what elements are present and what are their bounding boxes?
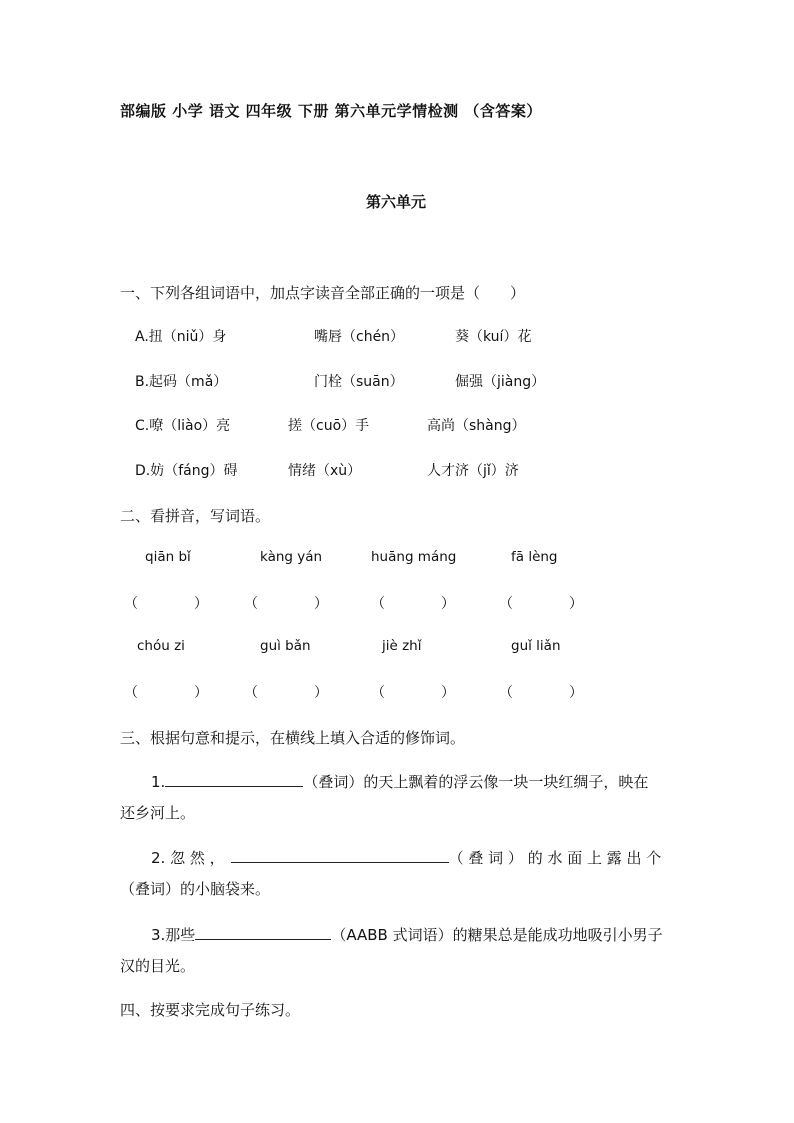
- fill-item-3-cont: 汉的目光。: [120, 957, 196, 975]
- option-b-word-3: 倔强（jiàng）: [455, 374, 546, 390]
- question-4-title: 四、按要求完成句子练习。: [120, 1001, 301, 1019]
- answer-blank-6[interactable]: （ ）: [244, 685, 328, 701]
- pinyin-6: guì bǎn: [260, 638, 311, 654]
- fill-blank-3[interactable]: [195, 938, 331, 940]
- option-d-word-1: D.妨（fáng）碍: [135, 463, 238, 479]
- fill-item-1: 1. （叠词）的天上飘着的浮云像一块一块红绸子，映在: [151, 773, 649, 791]
- answer-blank-2[interactable]: （ ）: [244, 596, 328, 612]
- option-c-word-2: 搓（cuō）手: [288, 418, 370, 434]
- option-c-word-1: C.嘹（liào）亮: [135, 418, 231, 434]
- pinyin-4: fā lèng: [511, 549, 558, 565]
- question-1-title: 一、下列各组词语中，加点字读音全部正确的一项是（ ）: [120, 284, 526, 302]
- pinyin-1: qiān bǐ: [145, 549, 191, 565]
- document-title: 部编版 小学 语文 四年级 下册 第六单元学情检测 （含答案）: [120, 102, 542, 120]
- fill-item-2: 2. 忽 然 ， （ 叠 词 ） 的 水 面 上 露 出 个: [151, 849, 662, 867]
- answer-blank-7[interactable]: （ ）: [371, 685, 455, 701]
- option-c-word-3: 高尚（shàng）: [427, 418, 526, 434]
- answer-blank-8[interactable]: （ ）: [499, 685, 583, 701]
- fill-blank-1[interactable]: [165, 785, 303, 787]
- option-d-word-3: 人才济（jǐ）济: [427, 463, 519, 479]
- option-b-word-2: 门栓（suān）: [314, 374, 404, 390]
- option-d-word-2: 情绪（xù）: [288, 463, 362, 479]
- option-b-word-1: B.起码（mǎ）: [135, 374, 228, 390]
- pinyin-7: jiè zhǐ: [382, 638, 422, 654]
- unit-title: 第六单元: [366, 193, 427, 211]
- pinyin-5: chóu zi: [137, 638, 185, 654]
- fill-blank-2[interactable]: [231, 861, 449, 863]
- fill-item-3: 3.那些 （AABB 式词语）的糖果总是能成功地吸引小男子: [151, 926, 663, 944]
- fill-item-2-cont: （叠词）的小脑袋来。: [120, 880, 271, 898]
- answer-blank-3[interactable]: （ ）: [371, 596, 455, 612]
- option-a-word-1: A.扭（niǔ）身: [135, 329, 227, 345]
- option-a-word-2: 嘴唇（chén）: [314, 329, 405, 345]
- answer-blank-5[interactable]: （ ）: [124, 685, 208, 701]
- option-a-word-3: 葵（kuí）花: [455, 329, 532, 345]
- pinyin-2: kàng yán: [260, 549, 323, 565]
- pinyin-3: huāng máng: [371, 549, 457, 565]
- answer-blank-1[interactable]: （ ）: [124, 596, 208, 612]
- fill-item-1-cont: 还乡河上。: [120, 804, 196, 822]
- question-2-title: 二、看拼音，写词语。: [120, 507, 271, 525]
- question-3-title: 三、根据句意和提示，在横线上填入合适的修饰词。: [120, 729, 466, 747]
- pinyin-8: guǐ liǎn: [511, 638, 561, 654]
- answer-blank-4[interactable]: （ ）: [499, 596, 583, 612]
